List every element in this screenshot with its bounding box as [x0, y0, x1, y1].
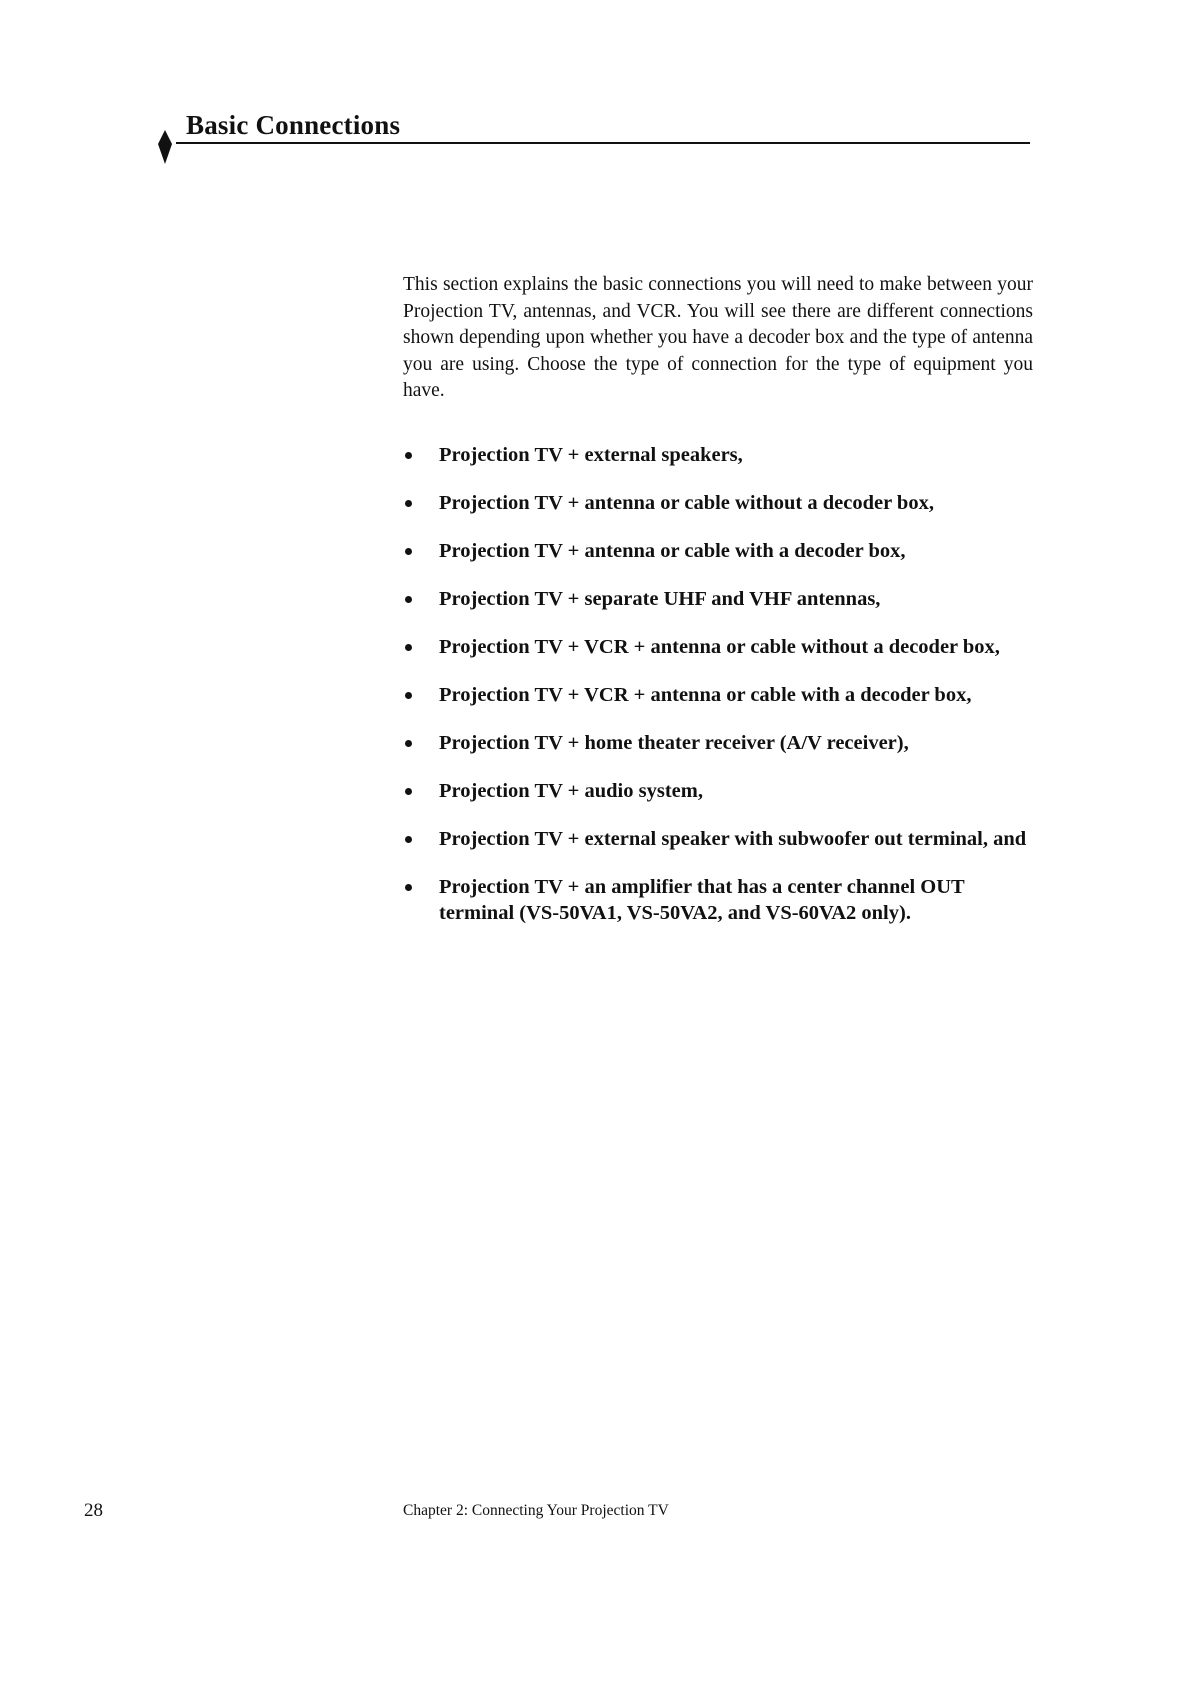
list-item-text: Projection TV + VCR + antenna or cable without a decoder box,	[439, 636, 1000, 658]
bullet-icon	[405, 884, 412, 891]
bullet-icon	[405, 500, 412, 507]
bullet-icon	[405, 644, 412, 651]
bullet-icon	[405, 740, 412, 747]
list-item	[403, 538, 1033, 564]
page-title: Basic Connections	[186, 110, 401, 140]
list-item	[403, 442, 1033, 468]
list-item-text: Projection TV + audio system,	[439, 780, 703, 802]
bullet-icon	[405, 548, 412, 555]
bullet-icon	[405, 596, 412, 603]
list-item	[403, 730, 1033, 756]
connection-list	[403, 442, 1033, 948]
list-item	[403, 778, 1033, 804]
footer-chapter: Chapter 2: Connecting Your Projection TV	[403, 1502, 669, 1519]
list-item	[403, 490, 1033, 516]
intro-paragraph: This section explains the basic connections you will need to make between your Projection TV, antennas, and VCR. You will see there are different connections shown depending upon whether you have a decoder box and the type of antenna you are using. Choose the type of connection for the type of equipment you have.	[403, 274, 1033, 401]
list-item-text: Projection TV + antenna or cable without a decoder box,	[439, 492, 934, 514]
bullet-icon	[405, 452, 412, 459]
list-item	[403, 634, 1033, 660]
list-item-text: Projection TV + separate UHF and VHF antennas,	[439, 588, 881, 610]
bullet-icon	[405, 788, 412, 795]
bullet-icon	[405, 692, 412, 699]
list-item-text: Projection TV + an amplifier that has a center channel OUT terminal (VS-50VA1, VS-50VA2, and VS-60VA2 only).	[439, 876, 965, 924]
list-item	[403, 874, 1033, 926]
diamond-icon	[158, 130, 172, 164]
list-item-text: Projection TV + home theater receiver (A/V receiver),	[439, 732, 909, 754]
list-item-text: Projection TV + VCR + antenna or cable with a decoder box,	[439, 684, 972, 706]
section-header	[158, 108, 1030, 168]
bullet-icon	[405, 836, 412, 843]
header-rule	[176, 142, 1030, 144]
page-number: 28	[84, 1500, 103, 1521]
list-item	[403, 586, 1033, 612]
list-item	[403, 682, 1033, 708]
list-item-text: Projection TV + external speaker with subwoofer out terminal, and	[439, 828, 1027, 850]
list-item-text: Projection TV + external speakers,	[439, 444, 743, 466]
list-item-text: Projection TV + antenna or cable with a decoder box,	[439, 540, 906, 562]
list-item	[403, 826, 1033, 852]
